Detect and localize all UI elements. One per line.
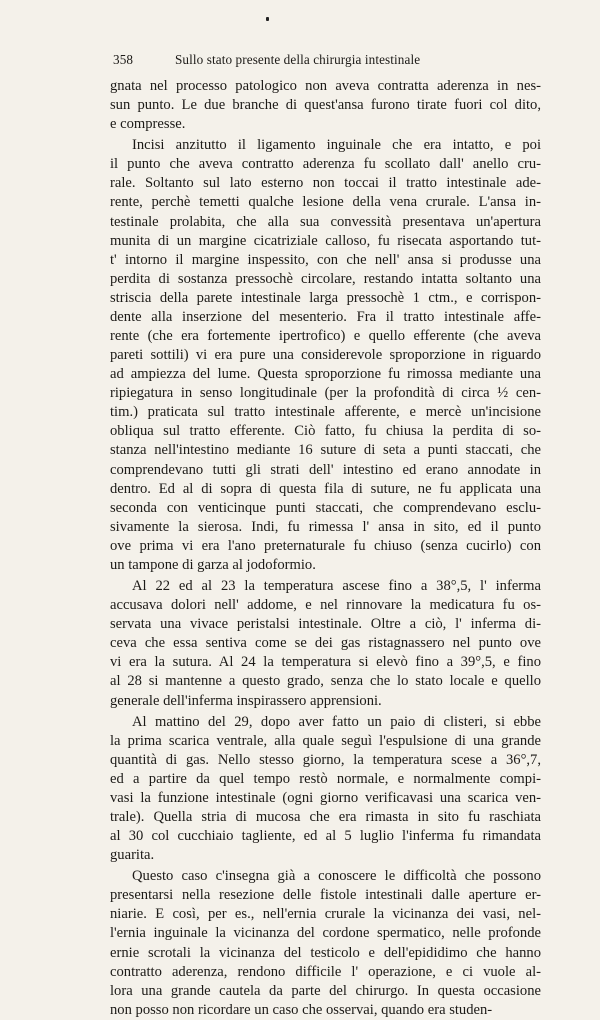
text-line: comprendevano tutti gli strati dell' intestino ed erano annodate in <box>110 461 541 478</box>
text-line: lora una grande cautela da parte del chirurgo. In questa occasione <box>110 982 541 999</box>
text-line: ed a partire da quel tempo restò normale, e normalmente compi- <box>110 770 541 787</box>
text-line: munita di un margine cicatriziale calloso, fu risecata asportando tut- <box>110 232 541 249</box>
text-line: stanza nell'intestino mediante 16 suture di seta a punti staccati, che <box>110 442 541 459</box>
text-line: rente, perchè temetti qualche lesione della vena crurale. L'ansa in- <box>110 194 541 211</box>
text-line: vi era la sutura. Al 24 la temperatura si elevò fino a 39°,5, e fino <box>110 654 541 671</box>
text-line: pareti sottili) vi era pure una considerevole sproporzione in riguardo <box>110 347 541 364</box>
text-line: la prima scarica ventrale, alla quale seguì l'espulsione di una grande <box>110 732 541 749</box>
text-line: t' intorno il margine inspessito, con che nell' ansa si produsse una <box>110 251 541 268</box>
text-line: niarie. E così, per es., nell'ernia crurale la vicinanza dei vasi, nel- <box>110 906 541 923</box>
text-line: obliqua sul tratto efferente. Ciò fatto, fu chiusa la perdita di so- <box>110 423 541 440</box>
ink-speck <box>266 17 269 21</box>
text-line: testinale prolabita, che alla sua convessità presentava un'apertura <box>110 213 541 230</box>
paragraph <box>110 867 541 1020</box>
text-line: dentro. Ed al di sopra di questa fila di suture, ne fu applicata una <box>110 480 541 497</box>
text-line: quantità di gas. Nello stesso giorno, la temperatura scese a 36°,7, <box>110 751 541 768</box>
body-text <box>110 77 541 1020</box>
text-line: ernie scrotali la vicinanza del testicolo e dell'epididimo che hanno <box>110 944 541 961</box>
paragraph <box>110 713 541 866</box>
text-line: tim.) praticata sul tratto intestinale afferente, e mercè un'incisione <box>110 404 541 421</box>
text-line: e compresse. <box>110 116 186 133</box>
text-line: generale dell'inferma inspirassero apprensioni. <box>110 692 382 709</box>
text-line: ad ampiezza del lume. Questa sproporzione fu rimossa mediante una <box>110 366 541 383</box>
paragraph <box>110 136 541 575</box>
text-line: non posso non ricordare un caso che osservai, quando era studen- <box>110 1001 493 1018</box>
text-line: vasi la funzione intestinale (ogni giorno verificavasi una scarica ven- <box>110 789 541 806</box>
text-line: accusava dolori nell' addome, e nel rinnovare la medicatura fu os- <box>110 597 541 614</box>
text-line: dente alla inserzione del mesenterio. Fra il tratto intestinale affe- <box>110 308 541 325</box>
text-line: servata una vivace peristalsi intestinale. Oltre a ciò, l' inferma di- <box>110 616 541 633</box>
text-line: sun punto. Le due branche di quest'ansa furono tirate fuori col dito, <box>110 97 541 114</box>
text-line: guarita. <box>110 847 155 864</box>
text-line: sivamente la sierosa. Indi, fu rimessa l' ansa in sito, ed il punto <box>110 518 541 535</box>
paragraph <box>110 77 541 134</box>
text-line: presentarsi nella resezione delle fistole intestinali dalle aperture er- <box>110 887 541 904</box>
text-line: ceva che essa sentiva come se dei gas ristagnassero nel punto ove <box>110 635 541 652</box>
text-line: perdita di sostanza pressochè circolare, restando intatta soltanto una <box>110 270 541 287</box>
text-line: rale. Soltanto sul lato esterno non toccai il tratto intestinale ade- <box>110 175 541 192</box>
text-line: contratto aderenza, rendono difficile l' operazione, e ci vuole al- <box>110 963 541 980</box>
text-line: Al 22 ed al 23 la temperatura ascese fino a 38°,5, l' inferma <box>132 578 541 595</box>
text-line: ove prima vi era l'ano preternaturale fu chiuso (senza cucirlo) con <box>110 537 541 554</box>
text-line: seconda con venticinque punti staccati, che comprendevano esclu- <box>110 499 541 516</box>
text-line: ripiegatura in senso longitudinale (per la profondità di circa ½ cen- <box>110 385 541 402</box>
text-line: Incisi anzitutto il ligamento inguinale che era intatto, e poi <box>132 137 541 154</box>
text-line: al 30 col cucchiaio tagliente, ed al 5 luglio l'inferma fu rimandata <box>110 828 541 845</box>
text-line: il punto che aveva contratto aderenza fu scollato dall' anello cru- <box>110 156 541 173</box>
running-title: Sullo stato presente della chirurgia intestinale <box>175 52 421 67</box>
text-line: Questo caso c'insegna già a conoscere le difficoltà che possono <box>132 868 541 885</box>
paragraph <box>110 577 541 711</box>
text-line: trale). Quella stria di mucosa che era rimasta in sito fu raschiata <box>110 808 541 825</box>
text-line: gnata nel processo patologico non aveva contratta aderenza in nes- <box>110 78 541 94</box>
page-number: 358 <box>113 52 134 67</box>
running-header <box>113 52 541 70</box>
text-line: striscia della parete intestinale larga pressochè 1 ctm., e corrispon- <box>110 289 541 306</box>
text-line: l'ernia inguinale la vicinanza del cordone spermatico, nelle profonde <box>110 925 541 942</box>
text-line: rente (che era fortemente ipertrofico) e quello efferente (che aveva <box>110 328 541 345</box>
text-line: un tampone di garza al jodoformio. <box>110 556 316 573</box>
text-line: Al mattino del 29, dopo aver fatto un paio di clisteri, si ebbe <box>132 713 541 730</box>
text-line: al 28 si mantenne a questo grado, senza che lo stato locale e quello <box>110 673 541 690</box>
